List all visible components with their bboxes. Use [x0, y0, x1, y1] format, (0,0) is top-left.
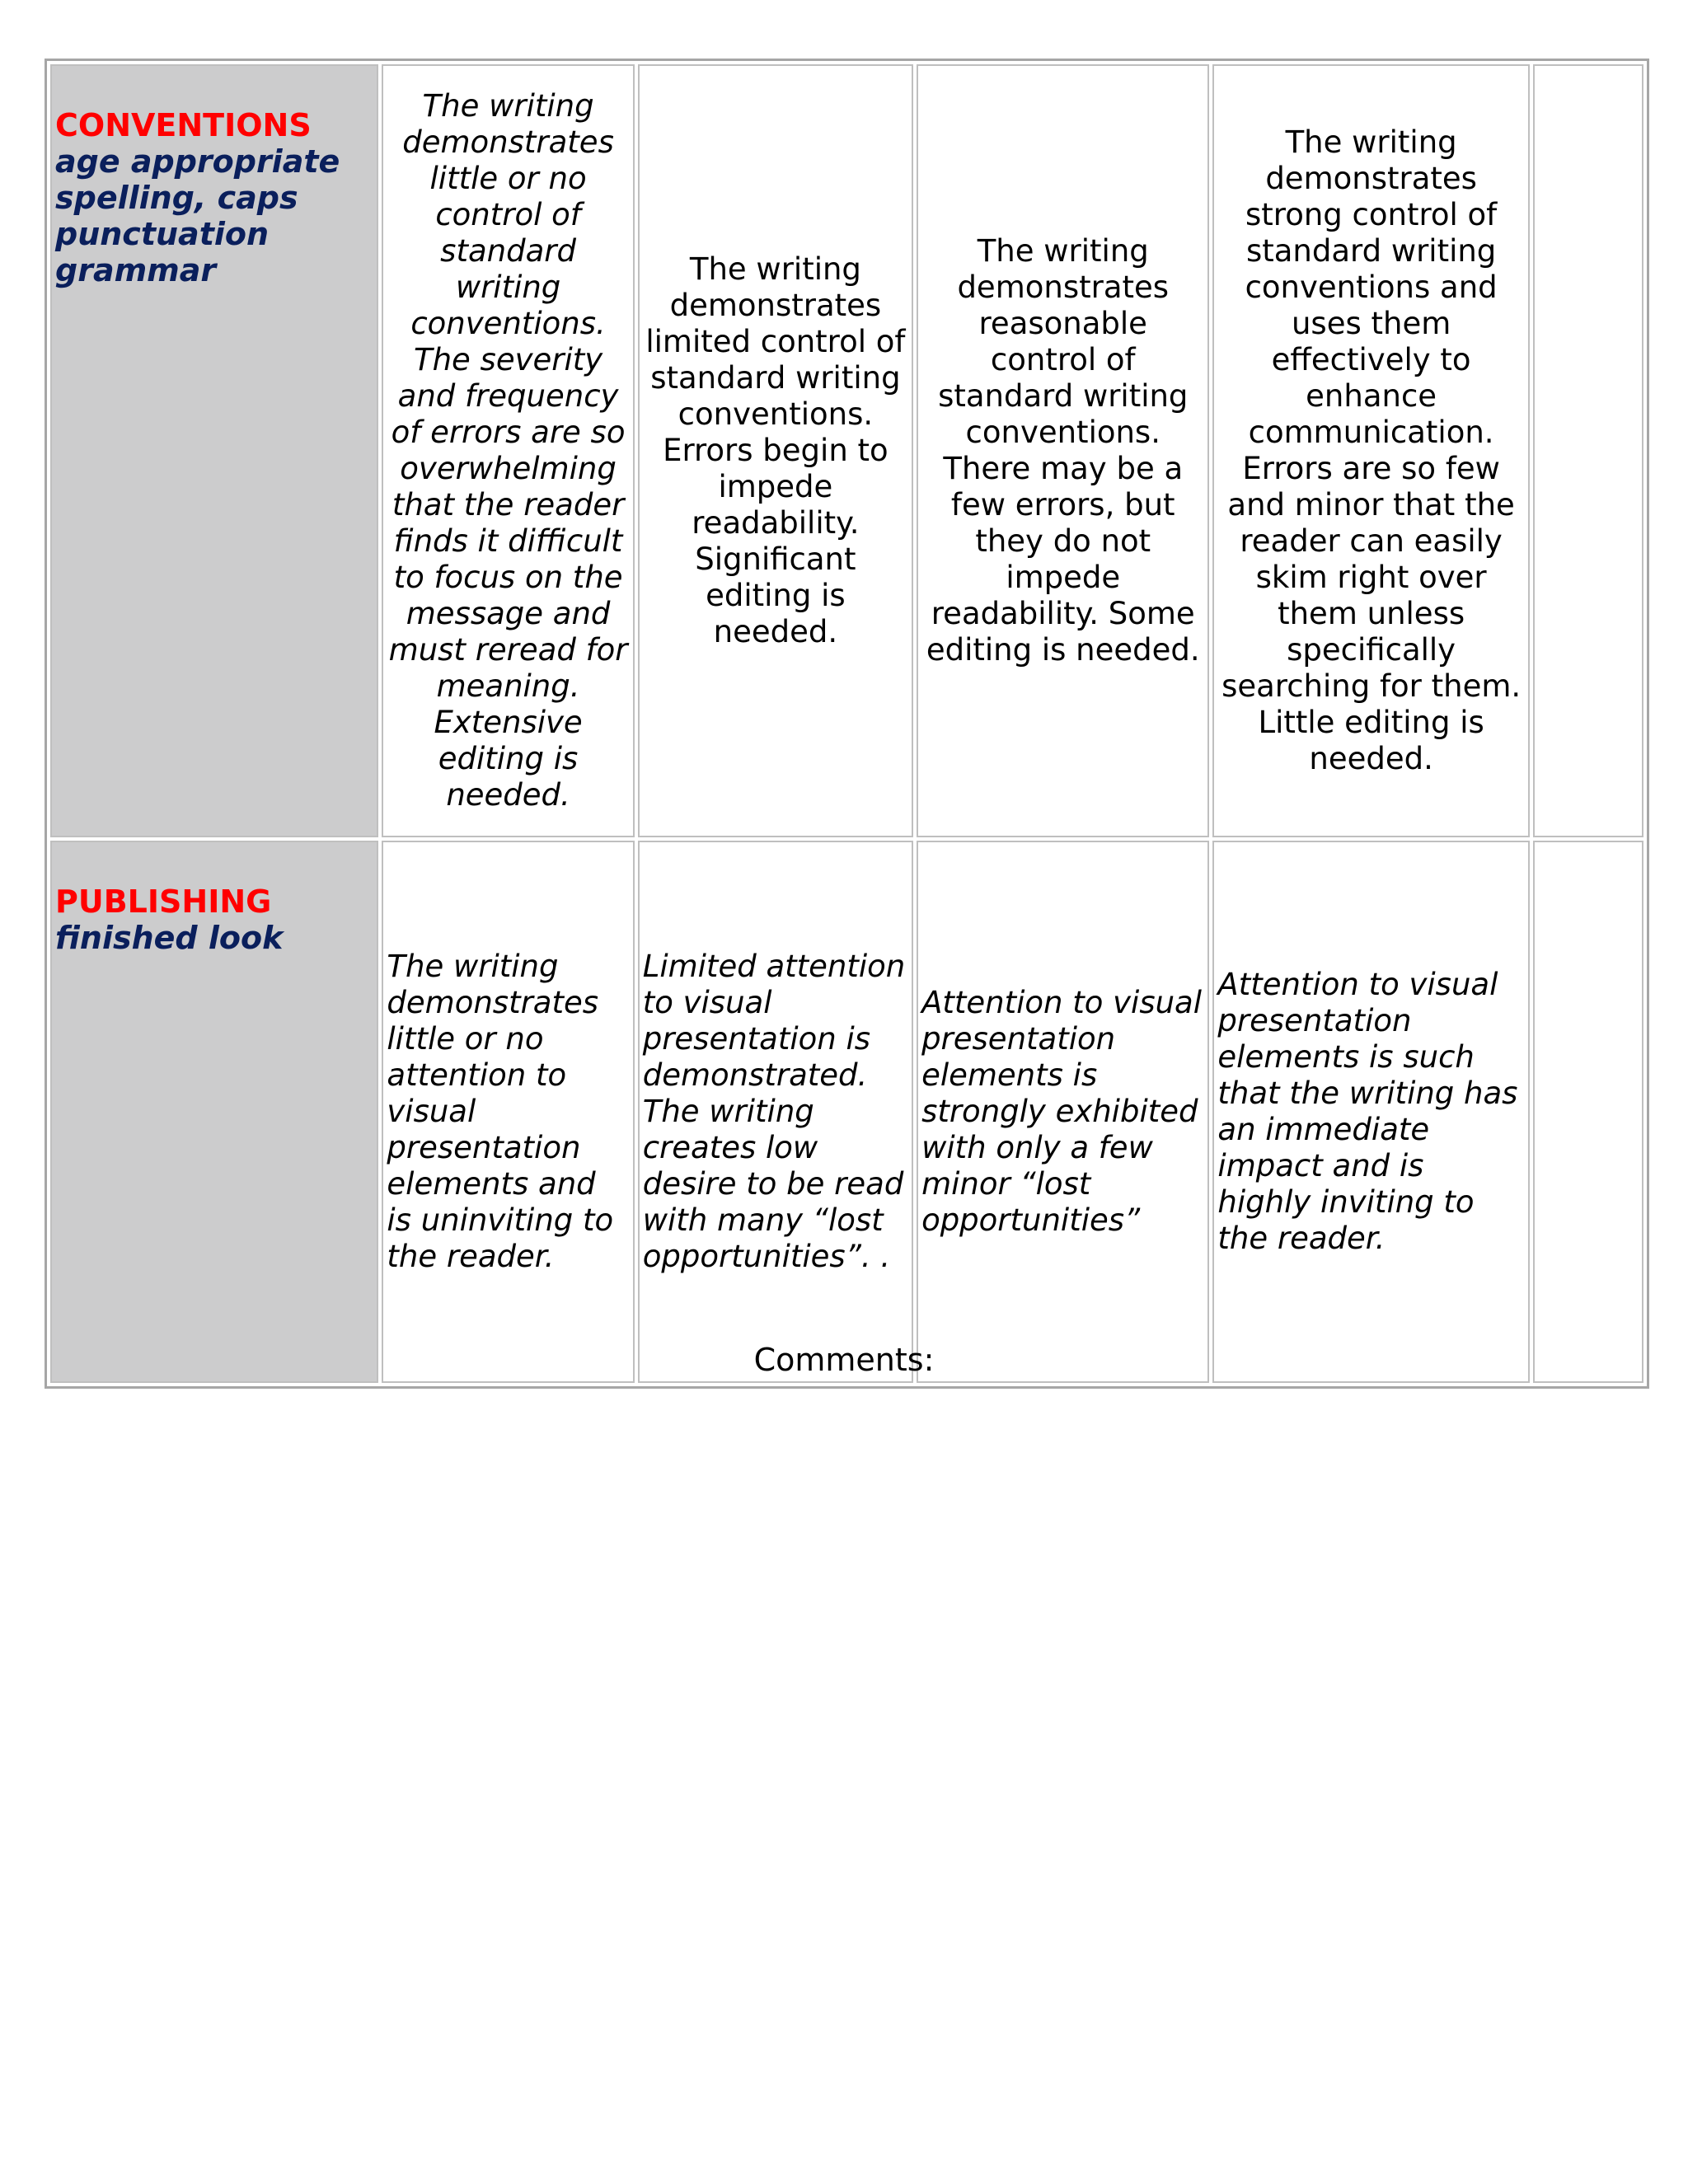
score-cell-2: The writing demonstrates limited control of standard writing conventions. Errors begin to impede readability. Significant editing is needed. — [638, 64, 913, 837]
comments-label: Comments: — [753, 1342, 935, 1378]
rubric-row-publishing — [50, 841, 1643, 1383]
score-cell-3: The writing demonstrates reasonable control of standard writing conventions. There may be a few errors, but they do not impede readability. Some editing is needed. — [917, 64, 1209, 837]
score-cell-empty — [1533, 841, 1643, 1383]
score-cell-4: Attention to visual presentation elements is such that the writing has an immediate impact and is highly inviting to the reader. — [1212, 841, 1529, 1383]
category-cell-publishing — [50, 841, 378, 1383]
rubric-table — [45, 59, 1649, 1389]
category-description: age appropriate spelling, caps punctuation grammar — [55, 143, 340, 288]
category-name: CONVENTIONS — [55, 107, 312, 143]
score-cell-empty — [1533, 64, 1643, 837]
score-cell-4: The writing demonstrates strong control of standard writing conventions and uses them effectively to enhance communication. Errors are so few and minor that the reader can easily skim right over them unless specifically searching for them. Little editing is needed. — [1212, 64, 1529, 837]
score-cell-3: Attention to visual presentation elements is strongly exhibited with only a few minor “lost opportunities” — [917, 841, 1209, 1383]
score-cell-1: The writing demonstrates little or no attention to visual presentation elements and is uninviting to the reader. — [382, 841, 634, 1383]
category-cell-conventions — [50, 64, 378, 837]
category-name: PUBLISHING — [55, 883, 272, 920]
rubric-row-conventions — [50, 64, 1643, 837]
score-cell-1: The writing demonstrates little or no control of standard writing conventions. The severity and frequency of errors are so overwhelming that the reader finds it difficult to focus on the message and must reread for meaning. Extensive editing is needed. — [382, 64, 634, 837]
score-cell-2: Limited attention to visual presentation is demonstrated. The writing creates low desire to be read with many “lost opportunities”. . — [638, 841, 913, 1383]
category-description: finished look — [55, 920, 284, 956]
